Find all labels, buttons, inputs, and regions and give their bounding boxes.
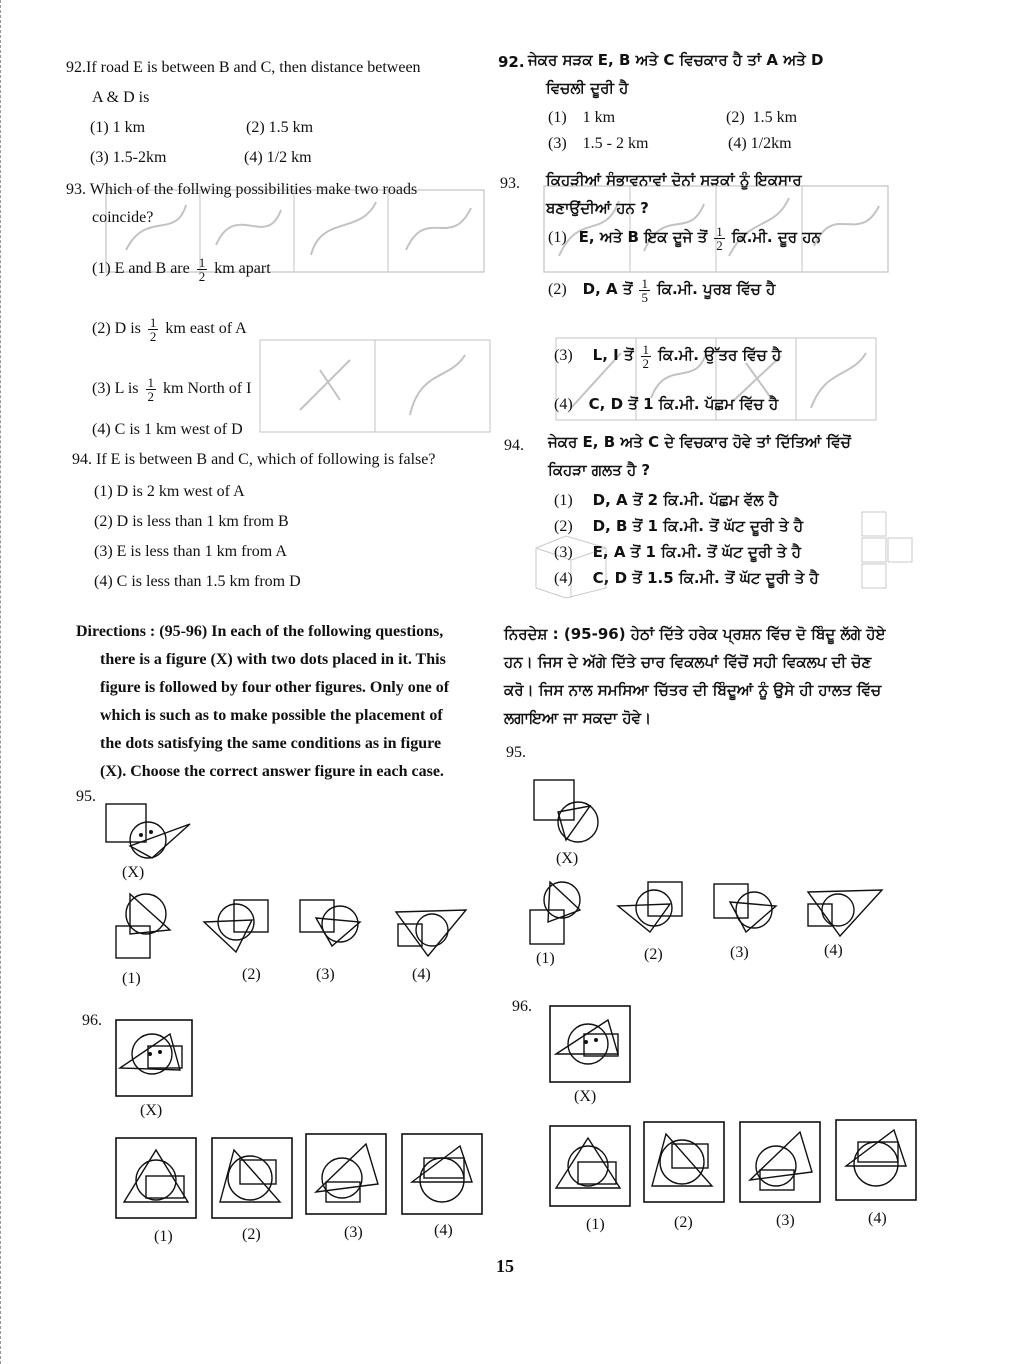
q96-left-option-4-label: (4) [434,1222,453,1239]
frac-denominator: 2 [198,268,206,284]
q93-pa-stem-2: ਬਣਾਉਂਦੀਆਂ ਹਨ ? [546,199,649,217]
option-number: (3) [548,135,567,152]
q95-right-number: 95. [506,744,526,761]
q93-en-option-2-text: (2) D is [92,320,141,337]
directions-pa-line-4: ਲਗਾਇਆ ਜਾ ਸਕਦਾ ਹੋਵੇ। [504,709,652,727]
q96-left-number: 96. [82,1012,102,1029]
q96-left-option-1-figure [114,1136,198,1220]
frac-numerator: 1 [149,314,157,330]
q96-left-option-1-label: (1) [154,1228,173,1245]
q92-pa-option-4 [728,134,792,154]
q95-right-option-2-figure [616,876,696,946]
q96-left-option-3-label: (3) [344,1224,363,1241]
q94-en-option-4: (4) C is less than 1.5 km from D [94,573,301,590]
q94-pa-number: 94. [504,437,524,454]
q95-right-option-4-figure [804,882,894,952]
q96-left-option-2-label: (2) [242,1226,261,1243]
option-text-unit: ਕਿ.ਮੀ. ਦੂਰ ਹਨ [731,228,821,246]
q93-en-option-4: (4) C is 1 km west of D [92,421,243,438]
q93-pa-option-4 [554,394,778,415]
frac-denominator: 2 [147,388,155,404]
q92-pa-option-1 [548,108,615,128]
frac-numerator: 1 [642,341,650,357]
directions-en-line-4: which is such as to make possible the placement of [100,707,443,724]
q93-en-option-3-text: (3) L is [92,380,139,397]
q94-pa-stem-2: ਕਿਹੜਾ ਗਲਤ ਹੈ ? [548,461,651,479]
option-text: E, A ਤੋਂ 1 ਕਿ.ਮੀ. ਤੋਂ ਘੱਟ ਦੂਰੀ ਤੇ ਹੈ [592,543,802,561]
option-number: (4) [554,396,573,413]
q95-left-option-2-figure [200,896,290,966]
frac-denominator: 2 [149,328,157,344]
q93-en-option-1-unit: km apart [214,260,271,277]
option-text: 1.5 - 2 km [582,135,649,152]
frac-numerator: 1 [198,254,206,270]
directions-pa-line-1: ਨਿਰਦੇਸ਼ : (95-96) ਹੇਠਾਂ ਦਿੱਤੇ ਹਰੇਕ ਪ੍ਰਸ਼ਨ ਵਿੱਚ ਦੋ ਬਿੰਦੂ ਲੱਗੇ ਹੋਏ [504,625,886,643]
frac-numerator: 1 [147,374,155,390]
q96-right-number: 96. [512,998,532,1015]
frac-denominator: 5 [641,289,648,305]
directions-en-line-2: there is a figure (X) with two dots placed in it. This [100,651,446,668]
fraction-half [197,256,208,283]
q93-en-option-1-text: (1) E and B are [92,260,190,277]
q94-pa-stem-1: ਜੇਕਰ E, B ਅਤੇ C ਦੇ ਵਿਚਕਾਰ ਹੋਵੇ ਤਾਂ ਦਿੱਤਿਆਂ ਵਿੱਚੋਂ [548,433,851,451]
q96-right-option-4-label: (4) [868,1210,887,1227]
q96-left-figure-x [114,1018,194,1098]
q92-pa-number: 92. [498,53,525,71]
q94-en-option-2: (2) D is less than 1 km from B [94,513,289,530]
q95-right-option-1-figure [526,876,606,956]
bleed-through-cube [526,528,616,598]
q95-right-option-1-label: (1) [536,950,555,967]
q95-right-x-label: (X) [556,850,579,867]
q95-left-option-2-label: (2) [242,966,261,983]
q93-en-stem-1: 93. Which of the follwing possibilities make two roads [66,181,418,198]
option-number: (2) [548,281,567,298]
fraction-half [641,343,652,370]
option-text: C, D ਤੋਂ 1.5 ਕਿ.ਮੀ. ਤੋਂ ਘੱਟ ਦੂਰੀ ਤੇ ਹੈ [592,569,819,587]
q96-right-option-1-label: (1) [586,1216,605,1233]
option-text: C, D ਤੋਂ 1 ਕਿ.ਮੀ. ਪੱਛਮ ਵਿੱਚ ਹੈ [588,395,779,413]
directions-en-line-6: (X). Choose the correct answer figure in each case. [100,763,444,780]
option-text: D, A ਤੋਂ 2 ਕਿ.ਮੀ. ਪੱਛਮ ਵੱਲ ਹੈ [592,491,778,509]
q96-right-option-2-label: (2) [674,1214,693,1231]
option-text: D, A ਤੋਂ [582,280,633,298]
q93-en-option-2-unit: km east of A [165,320,247,337]
q95-left-option-3-label: (3) [316,966,335,983]
q96-right-option-4-figure [834,1118,918,1202]
option-text-unit: ਕਿ.ਮੀ. ਪੂਰਬ ਵਿੱਚ ਹੈ [656,280,776,298]
q96-left-x-label: (X) [140,1102,163,1119]
option-text: 1/2km [750,135,792,152]
option-number: (2) [726,109,745,126]
q95-left-option-4-figure [392,900,482,970]
q92-pa-stem-2: ਵਿਚਲੀ ਦੂਰੀ ਹੈ [546,79,629,97]
option-number: (1) [548,109,567,126]
q93-en-option-3-unit: km North of I [163,380,252,397]
q93-en-option-1 [92,254,271,284]
q94-pa-option-1 [554,490,778,511]
directions-pa-line-2: ਹਨ। ਜਿਸ ਦੇ ਅੱਗੇ ਦਿੱਤੇ ਚਾਰ ਵਿਕਲਪਾਂ ਵਿੱਚੋਂ ਸਹੀ ਵਿਕਲਪ ਦੀ ਚੋਣ [504,653,872,671]
q95-left-option-1-label: (1) [122,970,141,987]
q93-pa-option-3 [554,340,781,371]
fraction-half [714,225,725,252]
page-edge-margin [0,0,4,1364]
option-number: (1) [554,492,573,509]
q96-right-option-3-label: (3) [776,1212,795,1229]
q96-left-option-2-figure [210,1136,294,1220]
q93-pa-option-2 [548,274,775,305]
q96-right-option-2-figure [642,1120,726,1204]
option-number: (1) [548,229,567,246]
option-number: (3) [554,347,573,364]
q92-en-option-2: (2) 1.5 km [246,119,314,136]
q93-pa-option-1 [548,222,821,253]
q93-en-stem-2: coincide? [92,209,154,226]
option-text: 1.5 km [752,109,798,126]
q92-en-option-3: (3) 1.5-2km [90,149,167,166]
directions-en-line-1: Directions : (95-96) In each of the following questions, [76,623,444,640]
frac-denominator: 2 [642,355,650,371]
q96-right-option-1-figure [548,1124,632,1208]
bleed-through-letters [860,510,920,590]
option-text: L, I ਤੋਂ [592,346,634,364]
q94-en-stem: 94. If E is between B and C, which of following is false? [72,451,436,468]
q95-left-figure-x [104,802,204,872]
q94-en-option-1: (1) D is 2 km west of A [94,483,245,500]
option-text: E, ਅਤੇ B ਇਕ ਦੂਜੇ ਤੋਂ [578,228,708,246]
q96-right-figure-x [548,1004,632,1084]
directions-en-line-5: the dots satisfying the same conditions as in figure [100,735,442,752]
q92-pa-option-2 [726,108,797,128]
option-number: (3) [554,544,573,561]
q95-left-option-4-label: (4) [412,966,431,983]
q92-pa-stem-1: ਜੇਕਰ ਸੜਕ E, B ਅਤੇ C ਵਿਚਕਾਰ ਹੈ ਤਾਂ A ਅਤੇ D [528,51,824,69]
option-text: D, B ਤੋਂ 1 ਕਿ.ਮੀ. ਤੋਂ ਘੱਟ ਦੂਰੀ ਤੇ ਹੈ [592,517,804,535]
q96-left-option-4-figure [400,1132,484,1216]
q95-right-option-3-figure [710,880,790,950]
q93-en-option-2 [92,314,247,344]
q95-left-option-3-figure [296,896,376,966]
fraction-fifth [639,277,650,304]
q95-right-figure-x [532,778,612,858]
q95-left-option-1-figure [108,888,188,968]
q93-pa-stem-1: ਕਿਹੜੀਆਂ ਸੰਭਾਵਨਾਵਾਂ ਦੋਨਾਂ ਸੜਕਾਂ ਨੂੰ ਇਕਸਾਰ [546,171,802,189]
q95-left-number: 95. [76,788,96,805]
frac-numerator: 1 [716,223,723,239]
fraction-half [146,376,157,403]
q92-en-stem-2: A & D is [92,89,150,106]
q96-left-option-3-figure [304,1132,388,1216]
q92-en-option-4: (4) 1/2 km [244,149,312,166]
q93-pa-number: 93. [500,175,520,192]
page-number: 15 [496,1256,514,1276]
option-number: (4) [554,570,573,587]
q92-pa-option-3 [548,134,648,154]
q95-left-x-label: (X) [122,864,145,881]
q93-en-option-3 [92,374,251,404]
option-text-unit: ਕਿ.ਮੀ. ਉੱਤਰ ਵਿੱਚ ਹੈ [658,346,782,364]
frac-denominator: 2 [716,237,723,253]
q95-right-option-4-label: (4) [824,942,843,959]
frac-numerator: 1 [641,275,648,291]
bleed-through-figure-strip-2 [260,340,490,432]
q96-right-x-label: (X) [574,1088,597,1105]
option-number: (4) [728,135,747,152]
q95-right-option-2-label: (2) [644,946,663,963]
option-number: (2) [554,518,573,535]
q95-right-option-3-label: (3) [730,944,749,961]
directions-en-line-3: figure is followed by four other figures. Only one of [100,679,450,696]
q92-en-option-1: (1) 1 km [90,119,146,136]
q92-en-stem-1: 92.If road E is between B and C, then distance between [66,59,421,76]
fraction-half [148,316,159,343]
q96-right-option-3-figure [738,1120,822,1204]
option-text: 1 km [582,109,616,126]
q94-en-option-3: (3) E is less than 1 km from A [94,543,287,560]
directions-pa-line-3: ਕਰੋ। ਜਿਸ ਨਾਲ ਸਮਸਿਆ ਚਿੱਤਰ ਦੀ ਬਿੰਦੂਆਂ ਨੂੰ ਉਸੇ ਹੀ ਹਾਲਤ ਵਿੱਚ [504,681,882,699]
